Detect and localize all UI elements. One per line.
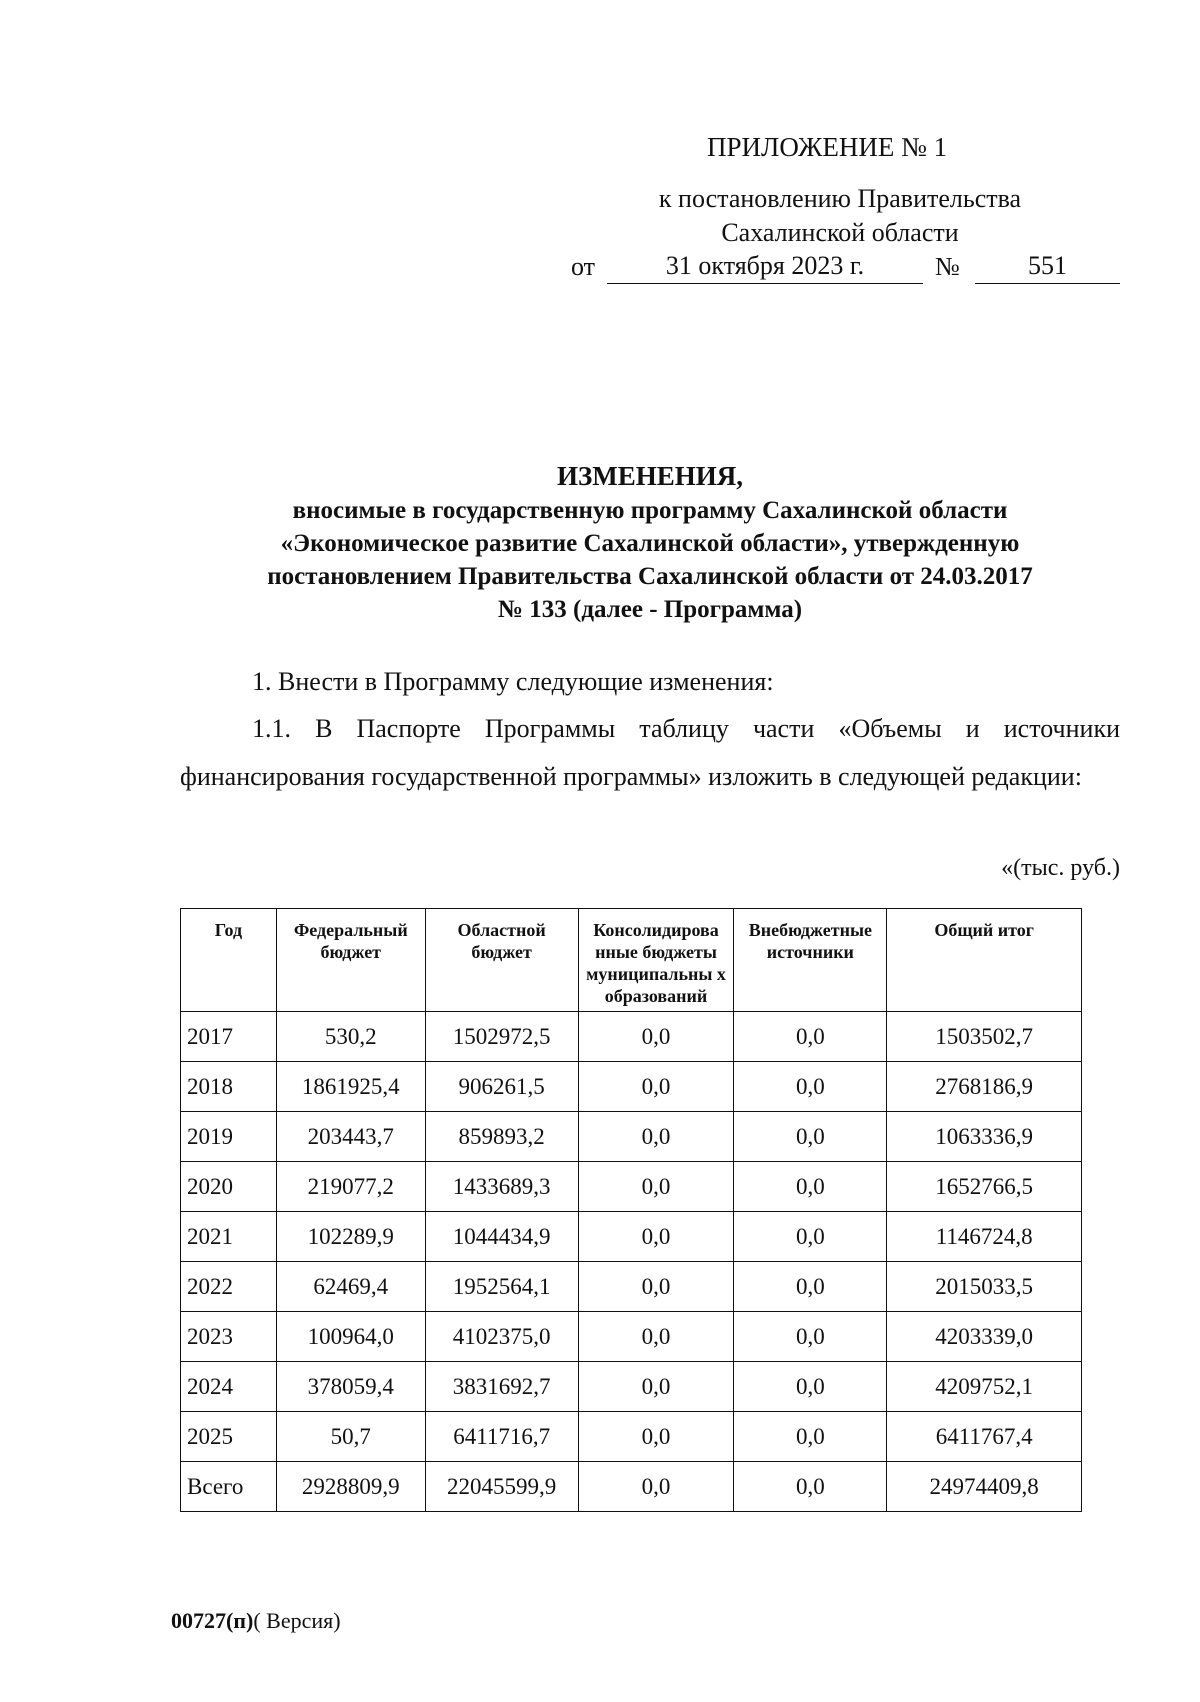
col-header-extrabudget: Внебюджетные источники [734, 909, 887, 1012]
cell-extrabudget: 0,0 [734, 1162, 887, 1212]
cell-year: 2019 [181, 1112, 277, 1162]
resolution-ref-line1: к постановлению Правительства [658, 184, 1022, 213]
cell-regional: 906261,5 [425, 1062, 578, 1112]
table-row [181, 1112, 1082, 1162]
date-label: от [571, 252, 596, 281]
document-title: ИЗМЕНЕНИЯ, [556, 461, 743, 491]
cell-total: 24974409,8 [887, 1462, 1082, 1512]
cell-total: 6411767,4 [887, 1412, 1082, 1462]
col-header-total: Общий итог [887, 909, 1082, 1012]
cell-year: 2025 [181, 1412, 277, 1462]
cell-extrabudget: 0,0 [734, 1362, 887, 1412]
cell-extrabudget: 0,0 [734, 1112, 887, 1162]
cell-total: 1146724,8 [887, 1212, 1082, 1262]
resolution-number: 551 [975, 251, 1120, 284]
cell-regional: 4102375,0 [425, 1312, 578, 1362]
cell-federal: 203443,7 [276, 1112, 425, 1162]
cell-extrabudget: 0,0 [734, 1012, 887, 1062]
cell-municipal: 0,0 [578, 1362, 734, 1412]
cell-extrabudget: 0,0 [734, 1462, 887, 1512]
table-header-row [181, 909, 1082, 1012]
cell-municipal: 0,0 [578, 1312, 734, 1362]
cell-regional: 1433689,3 [425, 1162, 578, 1212]
cell-regional: 1044434,9 [425, 1212, 578, 1262]
col-header-municipal: Консолидирова нные бюджеты муниципальны х образований [578, 909, 734, 1012]
cell-regional: 22045599,9 [425, 1462, 578, 1512]
cell-extrabudget: 0,0 [734, 1312, 887, 1362]
col-header-regional: Областной бюджет [425, 909, 578, 1012]
cell-federal: 530,2 [276, 1012, 425, 1062]
subtitle-line: постановлением Правительства Сахалинской области от 24.03.2017 [267, 563, 1033, 590]
cell-extrabudget: 0,0 [734, 1412, 887, 1462]
cell-municipal: 0,0 [578, 1462, 734, 1512]
cell-federal: 102289,9 [276, 1212, 425, 1262]
table-row [181, 1362, 1082, 1412]
appendix-title: ПРИЛОЖЕНИЕ № 1 [707, 132, 948, 162]
cell-regional: 6411716,7 [425, 1412, 578, 1462]
cell-total: 1652766,5 [887, 1162, 1082, 1212]
document-subtitle [130, 494, 1170, 626]
cell-federal: 219077,2 [276, 1162, 425, 1212]
paragraph-1: 1. Внести в Программу следующие изменения: [252, 667, 774, 696]
cell-total: 2015033,5 [887, 1262, 1082, 1312]
paragraph-1-1: 1.1. В Паспорте Программы таблицу части «Объемы и источники финансирования государственной программы» изложить в следующей редакции: [180, 714, 1120, 791]
number-label: № [935, 252, 960, 281]
cell-total: 4209752,1 [887, 1362, 1082, 1412]
cell-year: 2023 [181, 1312, 277, 1362]
version-label: ( Версия) [253, 1608, 341, 1633]
cell-year: 2024 [181, 1362, 277, 1412]
cell-regional: 859893,2 [425, 1112, 578, 1162]
cell-total: 2768186,9 [887, 1062, 1082, 1112]
resolution-ref-line2: Сахалинской области [721, 218, 959, 247]
cell-total: 1503502,7 [887, 1012, 1082, 1062]
cell-federal: 1861925,4 [276, 1062, 425, 1112]
table-row [181, 1062, 1082, 1112]
cell-extrabudget: 0,0 [734, 1212, 887, 1262]
cell-extrabudget: 0,0 [734, 1062, 887, 1112]
cell-regional: 1952564,1 [425, 1262, 578, 1312]
cell-year: 2021 [181, 1212, 277, 1262]
table-row [181, 1212, 1082, 1262]
cell-year: Всего [181, 1462, 277, 1512]
subtitle-line: «Экономическое развитие Сахалинской области», утвержденную [280, 530, 1020, 557]
cell-year: 2017 [181, 1012, 277, 1062]
cell-municipal: 0,0 [578, 1162, 734, 1212]
funding-table [180, 908, 1082, 1512]
cell-year: 2020 [181, 1162, 277, 1212]
col-header-federal: Федеральный бюджет [276, 909, 425, 1012]
cell-year: 2022 [181, 1262, 277, 1312]
cell-municipal: 0,0 [578, 1262, 734, 1312]
units-label: «(тыс. руб.) [1001, 855, 1120, 881]
table-row [181, 1262, 1082, 1312]
resolution-date: 31 октября 2023 г. [607, 251, 923, 284]
subtitle-line: № 133 (далее - Программа) [497, 596, 803, 623]
subtitle-line: вносимые в государственную программу Сахалинской области [292, 497, 1008, 524]
table-row [181, 1312, 1082, 1362]
cell-municipal: 0,0 [578, 1012, 734, 1062]
cell-federal: 2928809,9 [276, 1462, 425, 1512]
document-code: 00727(п) [171, 1608, 254, 1633]
table-row [181, 1462, 1082, 1512]
cell-municipal: 0,0 [578, 1062, 734, 1112]
table-row [181, 1162, 1082, 1212]
table-row [181, 1012, 1082, 1062]
cell-regional: 1502972,5 [425, 1012, 578, 1062]
table-body [181, 1012, 1082, 1512]
cell-municipal: 0,0 [578, 1112, 734, 1162]
cell-federal: 50,7 [276, 1412, 425, 1462]
table-row [181, 1412, 1082, 1462]
cell-total: 1063336,9 [887, 1112, 1082, 1162]
cell-federal: 100964,0 [276, 1312, 425, 1362]
cell-year: 2018 [181, 1062, 277, 1112]
cell-regional: 3831692,7 [425, 1362, 578, 1412]
footer-version [171, 1608, 341, 1634]
cell-federal: 378059,4 [276, 1362, 425, 1412]
cell-extrabudget: 0,0 [734, 1262, 887, 1312]
cell-federal: 62469,4 [276, 1262, 425, 1312]
cell-municipal: 0,0 [578, 1412, 734, 1462]
cell-total: 4203339,0 [887, 1312, 1082, 1362]
cell-municipal: 0,0 [578, 1212, 734, 1262]
col-header-year: Год [181, 909, 277, 1012]
